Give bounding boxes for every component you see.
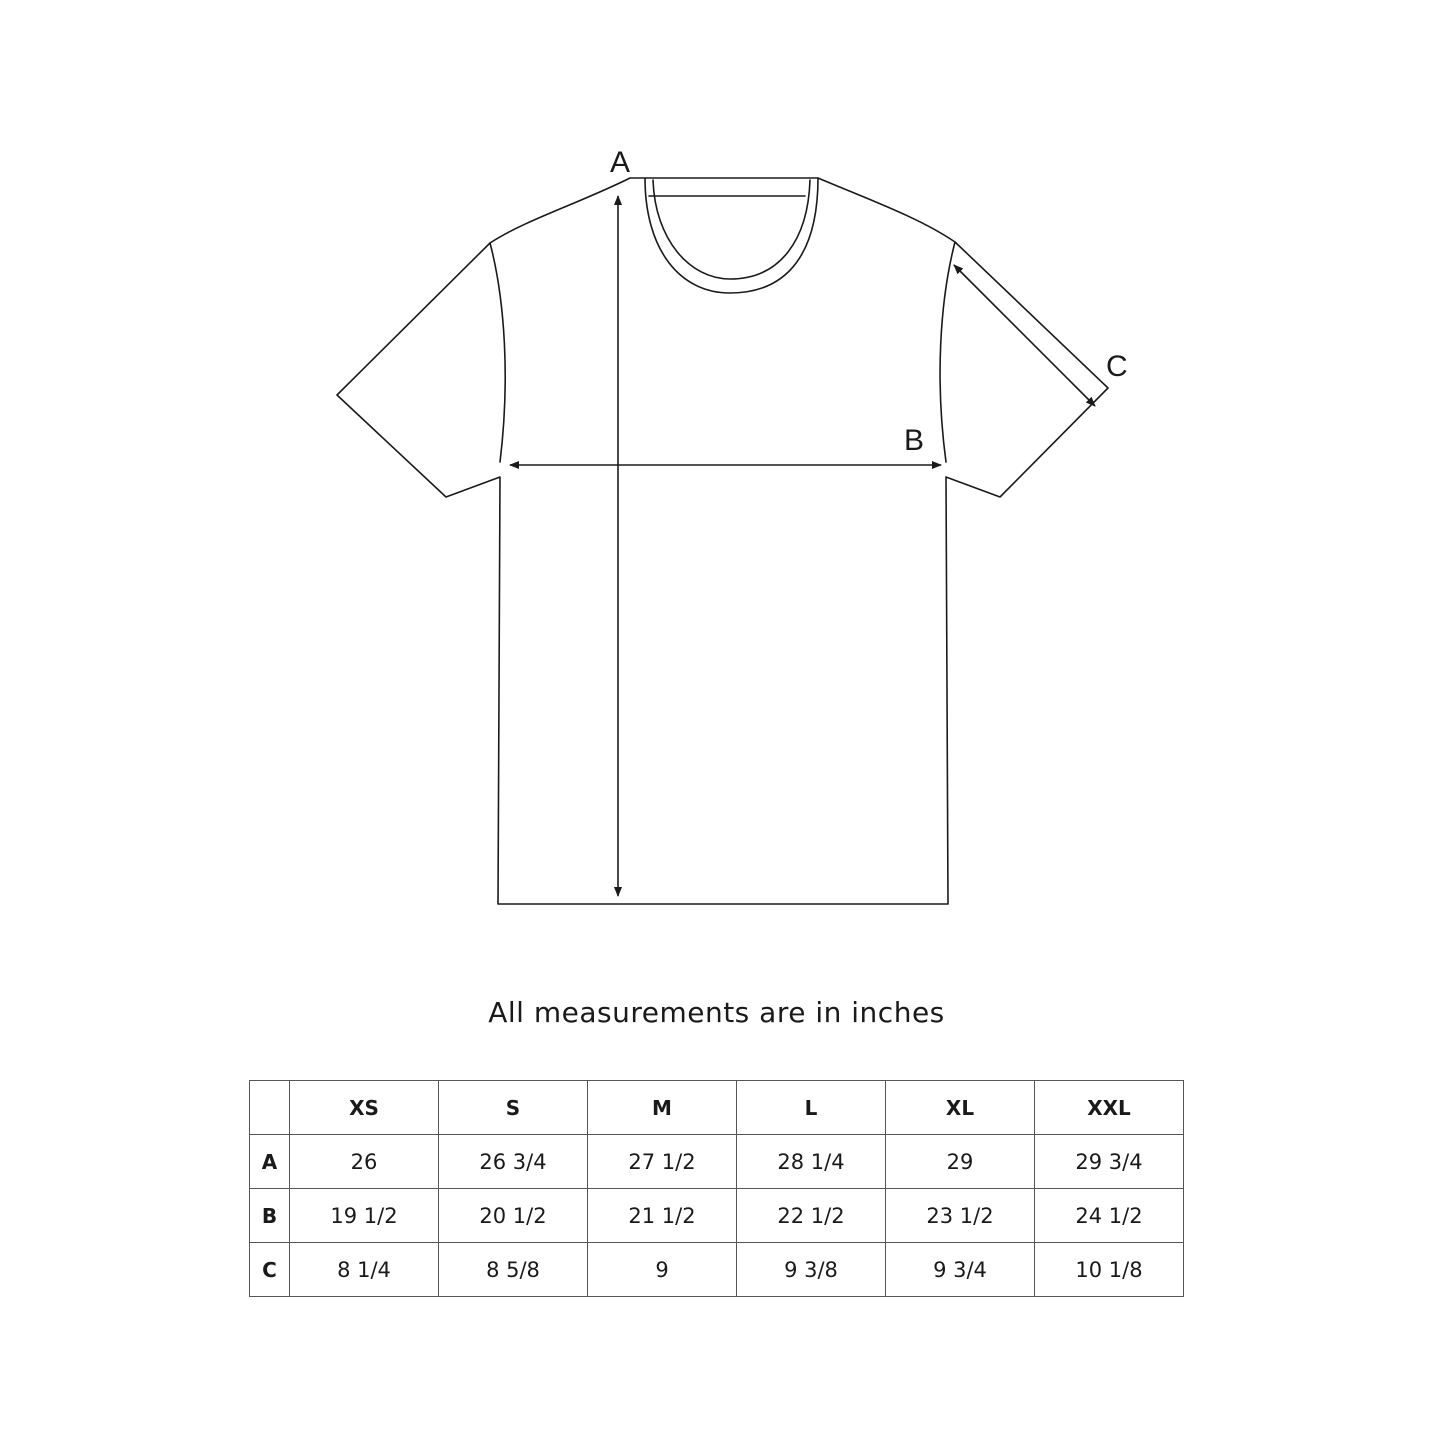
- table-cell: 21 1/2: [588, 1189, 737, 1243]
- row-label-a: A: [250, 1135, 290, 1189]
- table-cell: 28 1/4: [737, 1135, 886, 1189]
- neckline-inner: [653, 180, 810, 279]
- table-cell: 29: [886, 1135, 1035, 1189]
- size-header-xs: XS: [290, 1081, 439, 1135]
- row-label-b: B: [250, 1189, 290, 1243]
- table-row: [250, 1243, 1184, 1297]
- table-cell: 9: [588, 1243, 737, 1297]
- table-row: [250, 1189, 1184, 1243]
- table-cell: 19 1/2: [290, 1189, 439, 1243]
- table-cell: 8 5/8: [439, 1243, 588, 1297]
- tshirt-outline: [337, 178, 1108, 904]
- size-header-m: M: [588, 1081, 737, 1135]
- table-cell: 8 1/4: [290, 1243, 439, 1297]
- size-header-l: L: [737, 1081, 886, 1135]
- table-cell: 10 1/8: [1035, 1243, 1184, 1297]
- table-cell: 22 1/2: [737, 1189, 886, 1243]
- table-cell: 29 3/4: [1035, 1135, 1184, 1189]
- size-header-row: [250, 1081, 1184, 1135]
- table-cell: 20 1/2: [439, 1189, 588, 1243]
- table-cell: 26: [290, 1135, 439, 1189]
- table-cell: 27 1/2: [588, 1135, 737, 1189]
- corner-cell: [250, 1081, 290, 1135]
- units-note: All measurements are in inches: [488, 996, 945, 1029]
- table-cell: 23 1/2: [886, 1189, 1035, 1243]
- size-header-xl: XL: [886, 1081, 1035, 1135]
- left-armhole-seam: [490, 243, 505, 462]
- measure-c-line: [954, 265, 1095, 406]
- measure-lines: [510, 196, 1095, 896]
- measure-b-label: B: [904, 424, 925, 457]
- row-label-c: C: [250, 1243, 290, 1297]
- table-cell: 24 1/2: [1035, 1189, 1184, 1243]
- size-chart-table: [249, 1080, 1184, 1297]
- table-cell: 9 3/4: [886, 1243, 1035, 1297]
- size-header-s: S: [439, 1081, 588, 1135]
- size-header-xxl: XXL: [1035, 1081, 1184, 1135]
- measure-c-label: C: [1106, 350, 1128, 383]
- table-cell: 26 3/4: [439, 1135, 588, 1189]
- measure-a-label: A: [610, 146, 631, 179]
- table-cell: 9 3/8: [737, 1243, 886, 1297]
- right-armhole-seam: [940, 242, 955, 462]
- table-row: [250, 1135, 1184, 1189]
